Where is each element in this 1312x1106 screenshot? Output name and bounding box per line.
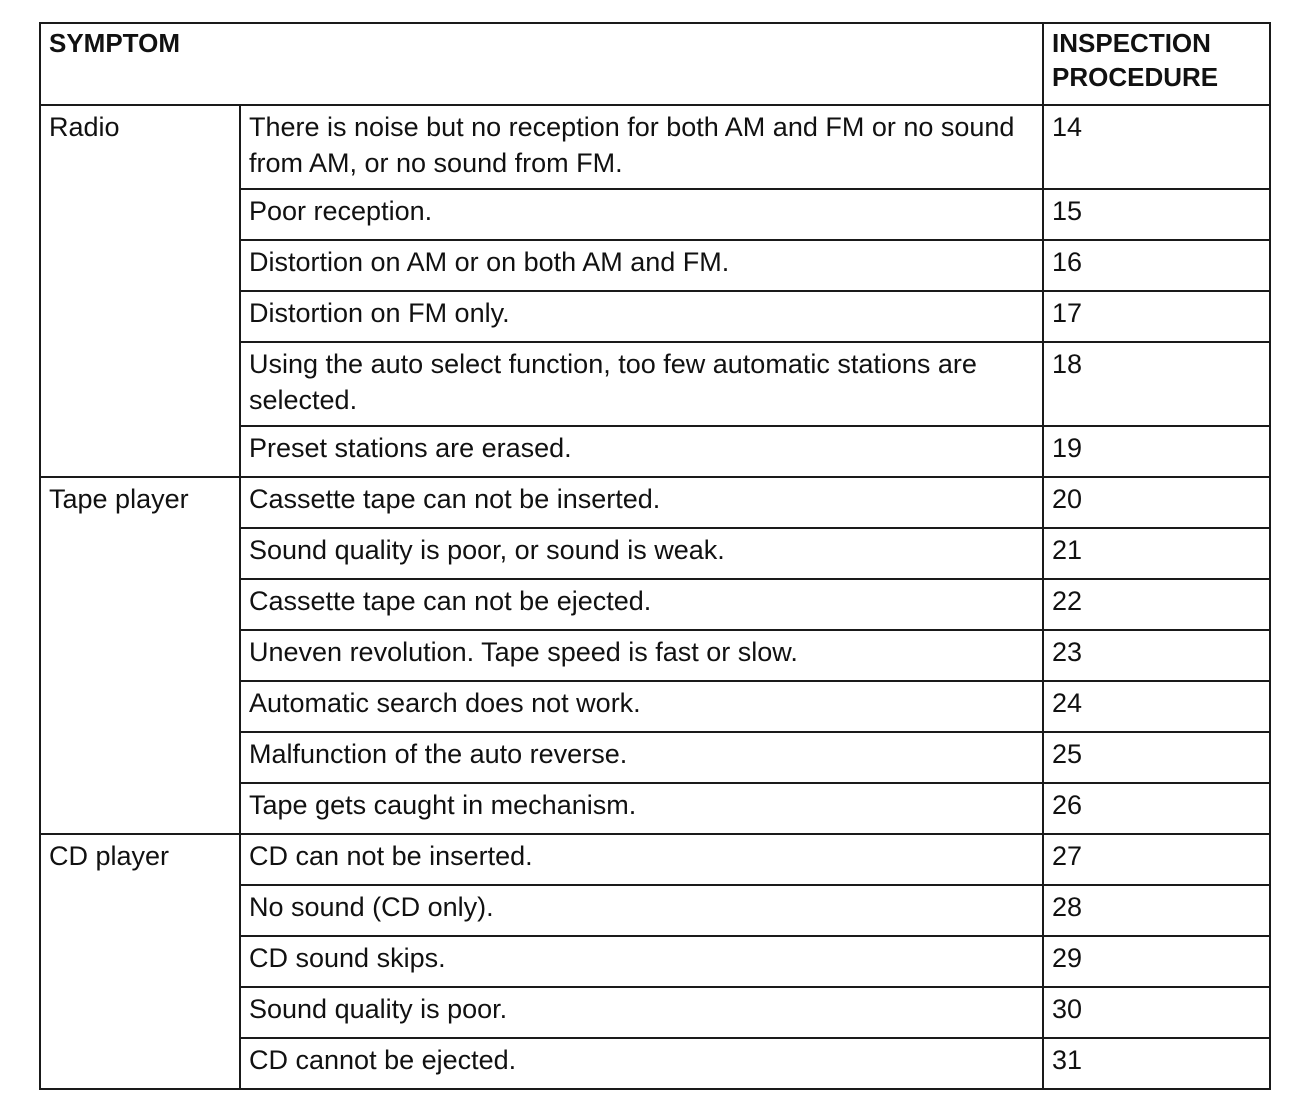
symptom-cell: No sound (CD only). [240,885,1043,936]
procedure-cell: 28 [1043,885,1270,936]
procedure-cell: 22 [1043,579,1270,630]
symptom-cell: Distortion on AM or on both AM and FM. [240,240,1043,291]
procedure-cell: 19 [1043,426,1270,477]
category-radio: Radio [40,105,240,477]
symptom-cell: Cassette tape can not be inserted. [240,477,1043,528]
procedure-cell: 14 [1043,105,1270,189]
header-inspection-procedure: INSPECTION PROCEDURE [1043,23,1270,105]
symptom-cell: Using the auto select function, too few automatic stations are selected. [240,342,1043,426]
procedure-cell: 30 [1043,987,1270,1038]
procedure-cell: 24 [1043,681,1270,732]
table-row [40,834,1270,885]
table-header-row [40,23,1270,105]
symptom-cell: Automatic search does not work. [240,681,1043,732]
symptom-cell: CD sound skips. [240,936,1043,987]
symptom-cell: Sound quality is poor. [240,987,1043,1038]
category-tape-player: Tape player [40,477,240,834]
symptom-cell: Cassette tape can not be ejected. [240,579,1043,630]
symptom-cell: Poor reception. [240,189,1043,240]
category-cd-player: CD player [40,834,240,1089]
symptom-cell: Uneven revolution. Tape speed is fast or slow. [240,630,1043,681]
symptom-cell: CD can not be inserted. [240,834,1043,885]
procedure-cell: 29 [1043,936,1270,987]
procedure-cell: 23 [1043,630,1270,681]
procedure-cell: 31 [1043,1038,1270,1089]
symptom-table [39,22,1271,1090]
symptom-cell: Preset stations are erased. [240,426,1043,477]
procedure-cell: 17 [1043,291,1270,342]
symptom-cell: Distortion on FM only. [240,291,1043,342]
procedure-cell: 15 [1043,189,1270,240]
symptom-cell: Malfunction of the auto reverse. [240,732,1043,783]
table-row [40,477,1270,528]
symptom-cell: CD cannot be ejected. [240,1038,1043,1089]
procedure-cell: 27 [1043,834,1270,885]
procedure-cell: 18 [1043,342,1270,426]
procedure-cell: 21 [1043,528,1270,579]
symptom-cell: Sound quality is poor, or sound is weak. [240,528,1043,579]
header-symptom: SYMPTOM [40,23,1043,105]
table-row [40,105,1270,189]
procedure-cell: 20 [1043,477,1270,528]
symptom-cell: Tape gets caught in mechanism. [240,783,1043,834]
procedure-cell: 26 [1043,783,1270,834]
procedure-cell: 25 [1043,732,1270,783]
procedure-cell: 16 [1043,240,1270,291]
symptom-cell: There is noise but no reception for both AM and FM or no sound from AM, or no sound from FM. [240,105,1043,189]
